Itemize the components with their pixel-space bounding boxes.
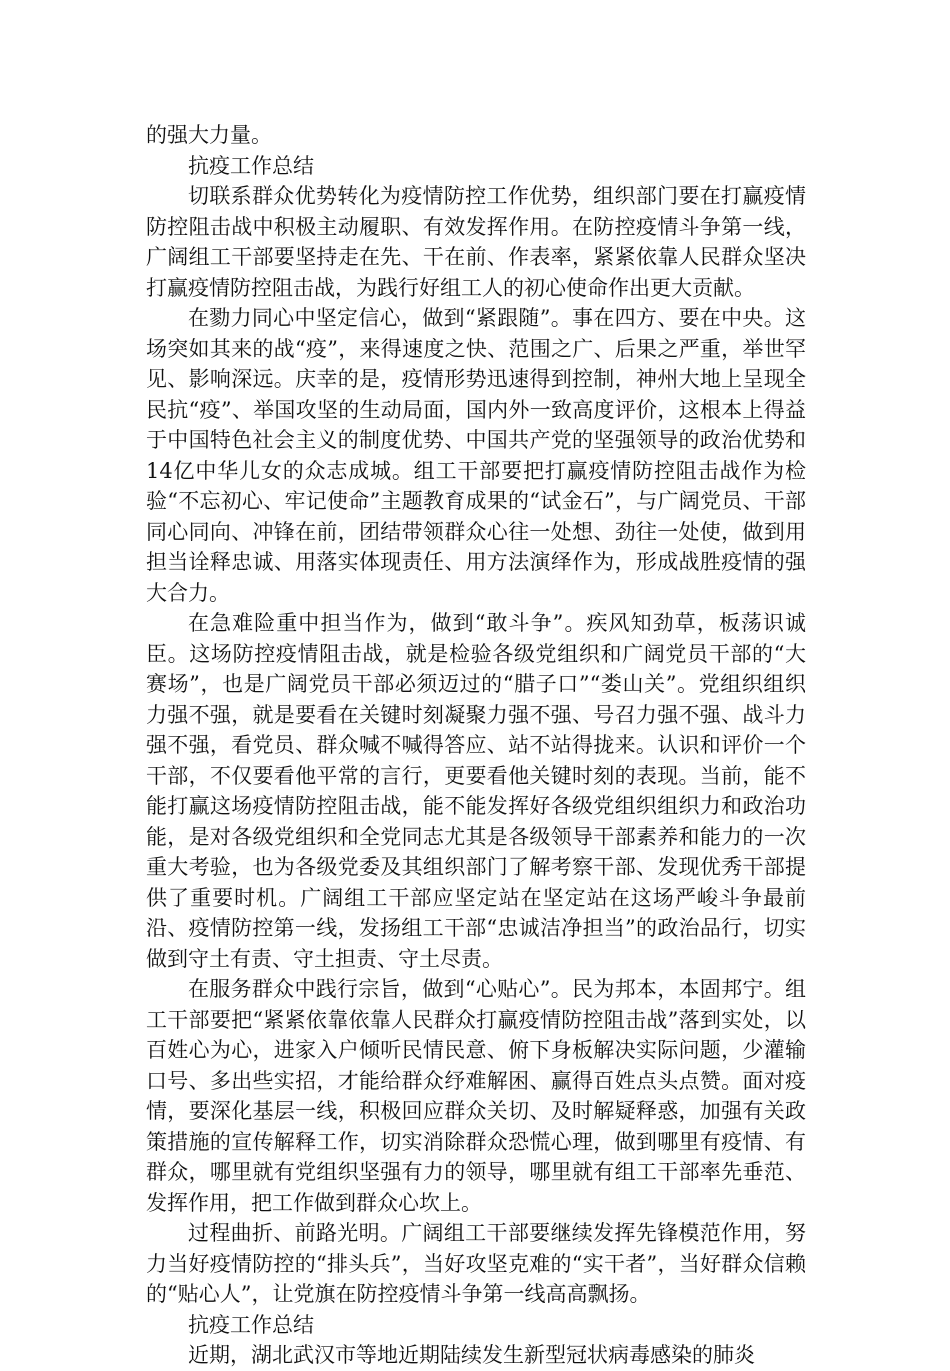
body-paragraph: 在服务群众中践行宗旨，做到“心贴心”。民为邦本，本固邦宁。组工干部要把“紧紧依靠依靠人民群众打赢疫情防控阻击战”落到实处，以百姓心为心，进家入户倾听民情民意、俯下身板解决实际问题，少灌输口号、多出些实招，才能给群众纾难解困、赢得百姓点头点赞。面对疫情，要深化基层一线，积极回应群众关切、及时解疑释惑，加强有关政策措施的宣传解释工作，切实消除群众恐慌心理，做到哪里有疫情、有群众，哪里就有党组织坚强有力的领导，哪里就有组工干部率先垂范、发挥作用，把工作做到群众心坎上。	[146, 977, 806, 1215]
body-paragraph: 切联系群众优势转化为疫情防控工作优势，组织部门要在打赢疫情防控阻击战中积极主动履职、有效发挥作用。在防控疫情斗争第一线，广阔组工干部要坚持走在先、干在前、作表率，紧紧依靠人民群众坚决打赢疫情防控阻击战，为践行好组工人的初心使命作出更大贡献。	[146, 184, 806, 300]
continuation-text: 的强大力量。	[146, 123, 272, 147]
section-heading: 抗疫工作总结	[188, 1312, 314, 1337]
body-paragraph: 在勠力同心中坚定信心，做到“紧跟随”。事在四方、要在中央。这场突如其来的战“疫”，来得速度之快、范围之广、后果之严重，举世罕见、影响深远。庆幸的是，疫情形势迅速得到控制，神州大地上呈现全民抗“疫”、举国攻坚的生动局面，国内外一致高度评价，这根本上得益于中国特色社会主义的制度优势、中国共产党的坚强领导的政治优势和14亿中华儿女的众志成城。组工干部要把打赢疫情防控阻击战作为检验“不忘初心、牢记使命”主题教育成果的“试金石”，与广阔党员、干部同心同向、冲锋在前，团结带领群众心往一处想、劲往一处使，做到用担当诠释忠诚、用落实体现责任、用方法演绎作为，形成战胜疫情的强大合力。	[146, 306, 806, 605]
body-paragraph: 过程曲折、前路光明。广阔组工干部要继续发挥先锋模范作用，努力当好疫情防控的“排头兵”，当好攻坚克难的“实干者”，当好群众信赖的“贴心人”，让党旗在防控疫情斗争第一线高高飘扬。	[146, 1221, 806, 1306]
section-heading: 抗疫工作总结	[188, 153, 314, 178]
document-page	[146, 120, 806, 1371]
body-paragraph: 在急难险重中担当作为，做到“敢斗争”。疾风知劲草，板荡识诚臣。这场防控疫情阻击战，就是检验各级党组织和广阔党员干部的“大赛场”，也是广阔党员干部必须迈过的“腊子口”“娄山关”。党组织组织力强不强，就是要看在关键时刻凝聚力强不强、号召力强不强、战斗力强不强，看党员、群众喊不喊得答应、站不站得拢来。认识和评价一个干部，不仅要看他平常的言行，更要看他关键时刻的表现。当前，能不能打赢这场疫情防控阻击战，能不能发挥好各级党组织组织力和政治功能，是对各级党组织和全党同志尤其是各级领导干部素养和能力的一次重大考验，也为各级党委及其组织部门了解考察干部、发现优秀干部提供了重要时机。广阔组工干部应坚定站在坚定站在这场严峻斗争最前沿、疫情防控第一线，发扬组工干部“忠诚洁净担当”的政治品行，切实做到守土有责、守土担责、守土尽责。	[146, 611, 806, 971]
body-paragraph: 近期，湖北武汉市等地近期陆续发生新型冠状病毒感染的肺炎	[188, 1343, 755, 1367]
